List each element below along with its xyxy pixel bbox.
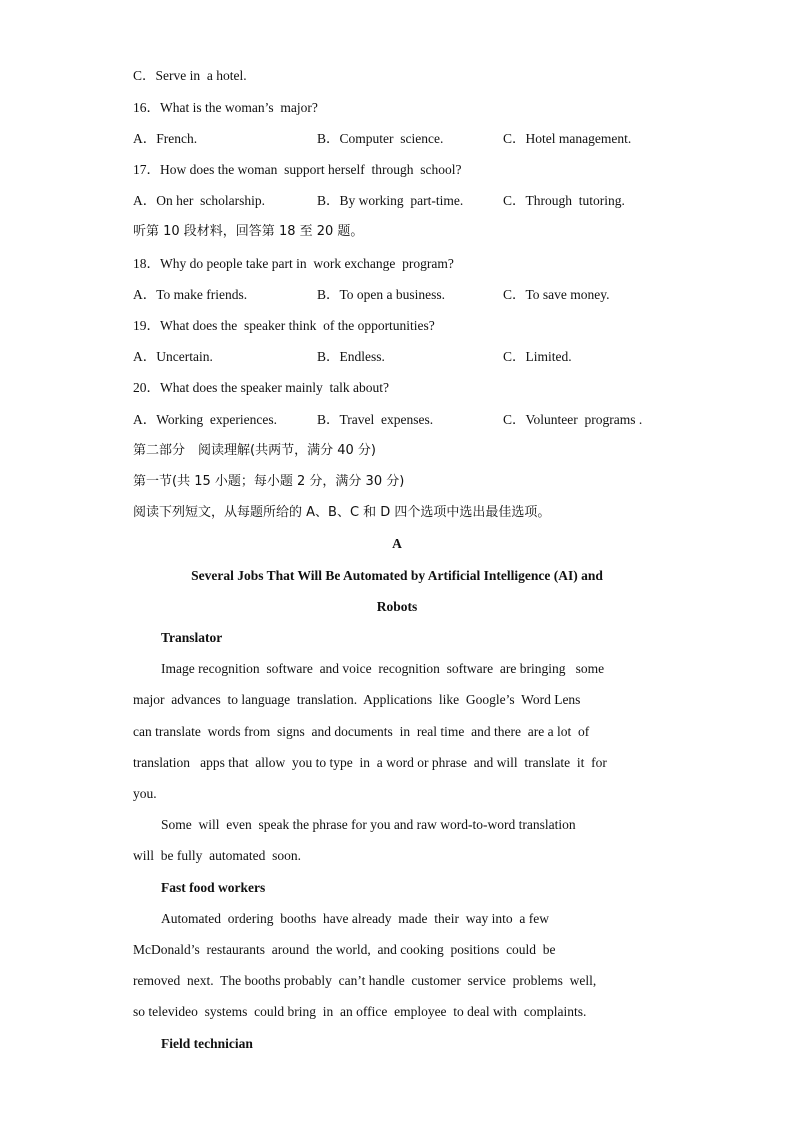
q18-option-a: A．To make friends. xyxy=(133,287,248,302)
q19-option-a: A．Uncertain. xyxy=(133,349,213,364)
passage-title-line2: Robots xyxy=(376,599,418,614)
q16-option-b: B．Computer science. xyxy=(317,131,444,146)
q17-option-c: C．Through tutoring. xyxy=(503,193,625,208)
paragraph-line: Automated ordering booths have already made their way into a few xyxy=(161,911,549,926)
q20-option-b: B．Travel expenses. xyxy=(317,412,434,427)
paragraph-line: will be fully automated soon. xyxy=(133,848,301,863)
q20-stem: 20．What does the speaker mainly talk about? xyxy=(133,380,390,395)
q19-stem: 19．What does the speaker think of the opportunities? xyxy=(133,318,435,333)
q18-stem: 18．Why do people take part in work exchange program? xyxy=(133,256,454,271)
paragraph-line: you. xyxy=(133,786,157,801)
q18-option-c: C．To save money. xyxy=(503,287,610,302)
q19-option-c: C．Limited. xyxy=(503,349,572,364)
q17-option-a: A．On her scholarship. xyxy=(133,193,265,208)
q18-option-b: B．To open a business. xyxy=(317,287,446,302)
paragraph-line: so televideo systems could bring in an office employee to deal with complaints. xyxy=(133,1004,587,1019)
instruction-material-10: 听第 10 段材料，回答第 18 至 20 题。 xyxy=(133,224,364,239)
paragraph-line: Some will even speak the phrase for you and raw word-to-word translation xyxy=(161,817,576,832)
q17-option-b: B．By working part-time. xyxy=(317,193,464,208)
reading-instruction: 阅读下列短文，从每题所给的 A、B、C 和 D 四个选项中选出最佳选项。 xyxy=(133,505,551,520)
heading-fast-food-workers: Fast food workers xyxy=(161,880,266,895)
q17-stem: 17．How does the woman support herself through school? xyxy=(133,162,462,177)
part-two-title: 第二部分 阅读理解(共两节，满分 40 分) xyxy=(133,443,376,458)
q16-option-c: C．Hotel management. xyxy=(503,131,632,146)
paragraph-line: can translate words from signs and documents in real time and there are a lot of xyxy=(133,724,590,739)
paragraph-line: removed next. The booths probably can’t handle customer service problems well, xyxy=(133,973,597,988)
paragraph-line: translation apps that allow you to type in a word or phrase and will translate it for xyxy=(133,755,607,770)
q15-option-c: C．Serve in a hotel. xyxy=(133,68,247,83)
q20-option-a: A．Working experiences. xyxy=(133,412,277,427)
q16-option-a: A．French. xyxy=(133,131,198,146)
heading-field-technician: Field technician xyxy=(161,1036,253,1051)
q16-stem: 16．What is the woman’s major? xyxy=(133,100,318,115)
heading-translator: Translator xyxy=(161,630,223,645)
paragraph-line: McDonald’s restaurants around the world, and cooking positions could be xyxy=(133,942,556,957)
passage-title-line1: Several Jobs That Will Be Automated by Artificial Intelligence (AI) and xyxy=(191,568,603,583)
q20-option-c: C．Volunteer programs . xyxy=(503,412,643,427)
paragraph-line: major advances to language translation. Applications like Google’s Word Lens xyxy=(133,692,581,707)
q19-option-b: B．Endless. xyxy=(317,349,385,364)
passage-letter: A xyxy=(392,536,402,551)
section-one-title: 第一节(共 15 小题；每小题 2 分，满分 30 分) xyxy=(133,474,405,489)
paragraph-line: Image recognition software and voice recognition software are bringing some xyxy=(161,661,605,676)
